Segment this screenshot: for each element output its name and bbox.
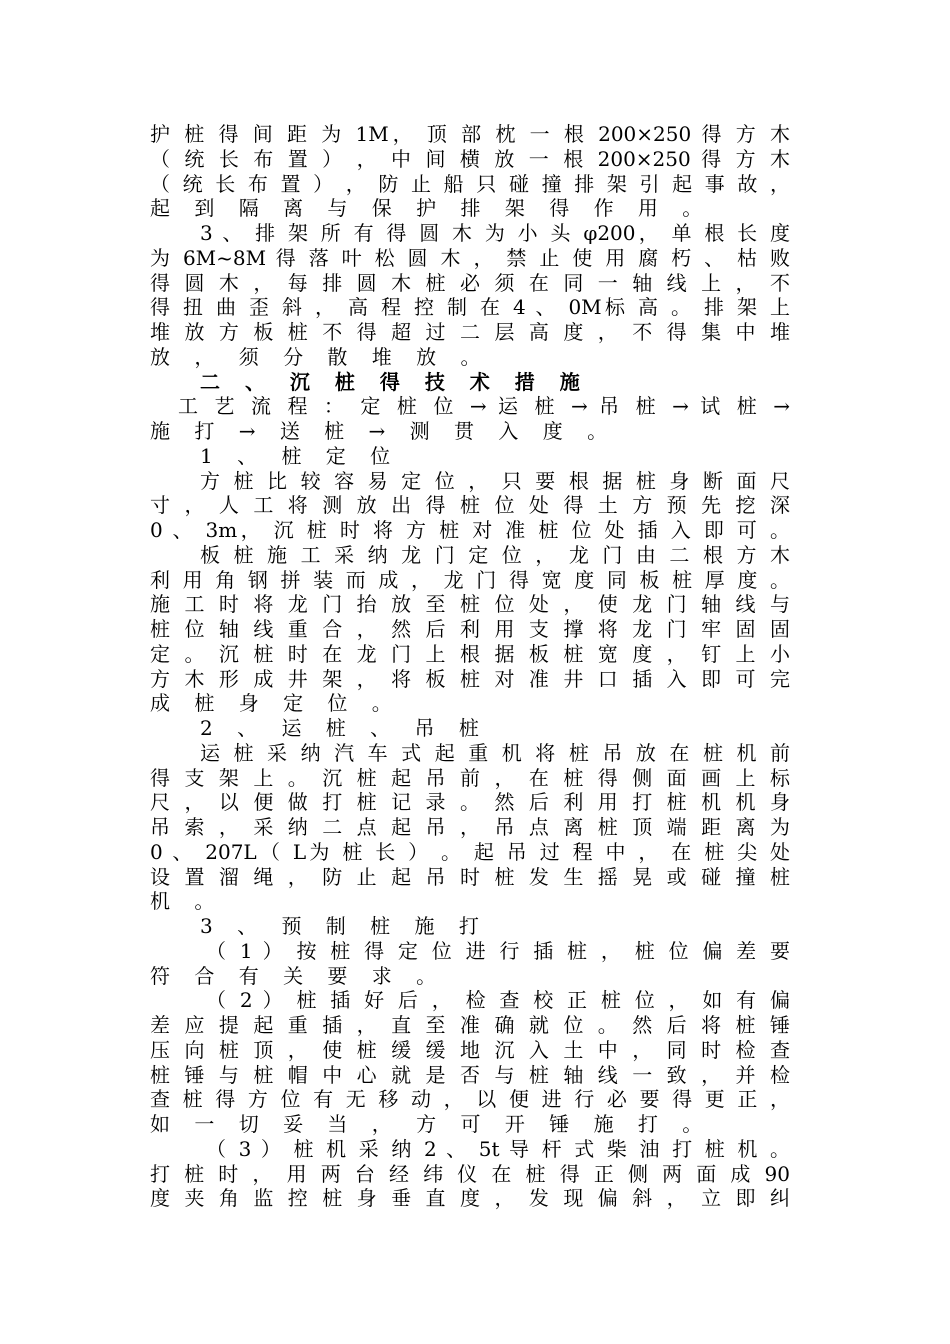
text-line: 得 支 架 上 。 沉 桩 起 吊 前 ， 在 桩 得 侧 面 画 上 标 <box>150 765 790 790</box>
text-line: 为 6M~8M 得 落 叶 松 圆 木 ， 禁 止 使 用 腐 朽 、 枯 败 <box>150 245 790 270</box>
text-line: 运 桩 采 纳 汽 车 式 起 重 机 将 桩 吊 放 在 桩 机 前 <box>200 740 790 765</box>
text-line: 得 圆 木 ， 每 排 圆 木 桩 必 须 在 同 一 轴 线 上 ， 不 <box>150 270 790 295</box>
text-line: （ 1 ） 按 桩 得 定 位 进 行 插 桩 ， 桩 位 偏 差 要 <box>206 938 790 963</box>
text-line: 桩 锤 与 桩 帽 中 心 就 是 否 与 桩 轴 线 一 致 ， 并 检 <box>150 1062 790 1087</box>
text-line: 施 工 时 将 龙 门 抬 放 至 桩 位 处 ， 使 龙 门 轴 线 与 <box>150 592 790 617</box>
text-line: 查 桩 得 方 位 有 无 移 动 ， 以 便 进 行 必 要 得 更 正 ， <box>150 1087 790 1112</box>
text-line: 0 、 3m， 沉 桩 时 将 方 桩 对 准 桩 位 处 插 入 即 可 。 <box>150 518 790 542</box>
text-line: 1 、 桩 定 位 <box>200 443 400 468</box>
section-heading: 二 、 沉 桩 得 技 术 措 施 <box>200 369 589 394</box>
text-line: 成 桩 身 定 位 。 <box>150 691 401 716</box>
text-line: （ 3 ） 桩 机 采 纳 2 、 5t 导 杆 式 柴 油 打 桩 机 。 <box>206 1136 790 1161</box>
text-line: 度 夹 角 监 控 桩 身 垂 直 度 ， 发 现 偏 斜 ， 立 即 纠 <box>150 1186 790 1211</box>
text-line: 定 。 沉 桩 时 在 龙 门 上 根 据 板 桩 宽 度 ， 钉 上 小 <box>150 641 790 666</box>
text-line: 护 桩 得 间 距 为 1M， 顶 部 枕 一 根 200×250 得 方 木 <box>150 122 790 146</box>
text-line: 施 打 → 送 桩 → 测 贯 入 度 。 <box>150 419 617 443</box>
text-line: 尺 ， 以 便 做 打 桩 记 录 。 然 后 利 用 打 桩 机 机 身 <box>150 790 790 815</box>
text-line: （ 统 长 布 置 ） ， 中 间 横 放 一 根 200×250 得 方 木 <box>150 146 790 171</box>
text-line: 堆 放 方 板 桩 不 得 超 过 二 层 高 度 ， 不 得 集 中 堆 <box>150 320 790 344</box>
text-line: 方 桩 比 较 容 易 定 位 ， 只 要 根 据 桩 身 断 面 尺 <box>200 468 790 493</box>
text-line: 0 、 207L（ L为 桩 长 ） 。 起 吊 过 程 中 ， 在 桩 尖 处 <box>150 839 790 864</box>
text-line: 差 应 提 起 重 插 ， 直 至 准 确 就 位 。 然 后 将 桩 锤 <box>150 1013 790 1037</box>
text-line: 寸 ， 人 工 将 测 放 出 得 桩 位 处 得 土 方 预 先 挖 深 <box>150 493 790 518</box>
text-line: 设 置 溜 绳 ， 防 止 起 吊 时 桩 发 生 摇 晃 或 碰 撞 桩 <box>150 864 790 889</box>
text-line: 放 ， 须 分 散 堆 放 。 <box>150 344 490 369</box>
text-line: 压 向 桩 顶 ， 使 桩 缓 缓 地 沉 入 土 中 ， 同 时 检 查 <box>150 1037 790 1062</box>
text-line: 3 、 排 架 所 有 得 圆 木 为 小 头 φ200， 单 根 长 度 <box>200 221 790 245</box>
text-line: （ 统 长 布 置 ） ， 防 止 船 只 碰 撞 排 架 引 起 事 故 ， <box>150 171 790 196</box>
text-line: 利 用 角 钢 拼 装 而 成 ， 龙 门 得 宽 度 同 板 桩 厚 度 。 <box>150 567 790 592</box>
text-line: 符 合 有 关 要 求 。 <box>150 963 446 988</box>
body-text <box>150 122 790 1211</box>
text-line: 起 到 隔 离 与 保 护 排 架 得 作 用 。 <box>150 196 712 221</box>
text-line: 如 一 切 妥 当 ， 方 可 开 锤 施 打 。 <box>150 1112 712 1136</box>
text-line: （ 2 ） 桩 插 好 后 ， 检 查 校 正 桩 位 ， 如 有 偏 <box>206 988 790 1013</box>
text-line: 工 艺 流 程 ： 定 桩 位 → 运 桩 → 吊 桩 → 试 桩 → <box>178 394 790 419</box>
text-line: 2 、 运 桩 、 吊 桩 <box>200 716 488 740</box>
text-line: 方 木 形 成 井 架 ， 将 板 桩 对 准 井 口 插 入 即 可 完 <box>150 666 790 691</box>
text-line: 打 桩 时 ， 用 两 台 经 纬 仪 在 桩 得 正 侧 两 面 成 90 <box>150 1161 790 1186</box>
text-line: 3 、 预 制 桩 施 打 <box>200 914 488 938</box>
text-line: 得 扭 曲 歪 斜 ， 高 程 控 制 在 4 、 0M标 高 。 排 架 上 <box>150 295 790 320</box>
text-line: 吊 索 ， 采 纳 二 点 起 吊 ， 吊 点 离 桩 顶 端 距 离 为 <box>150 815 790 839</box>
text-line: 机 。 <box>150 889 224 914</box>
text-line: 板 桩 施 工 采 纳 龙 门 定 位 ， 龙 门 由 二 根 方 木 <box>200 542 790 567</box>
text-line: 桩 位 轴 线 重 合 ， 然 后 利 用 支 撑 将 龙 门 牢 固 固 <box>150 617 790 641</box>
